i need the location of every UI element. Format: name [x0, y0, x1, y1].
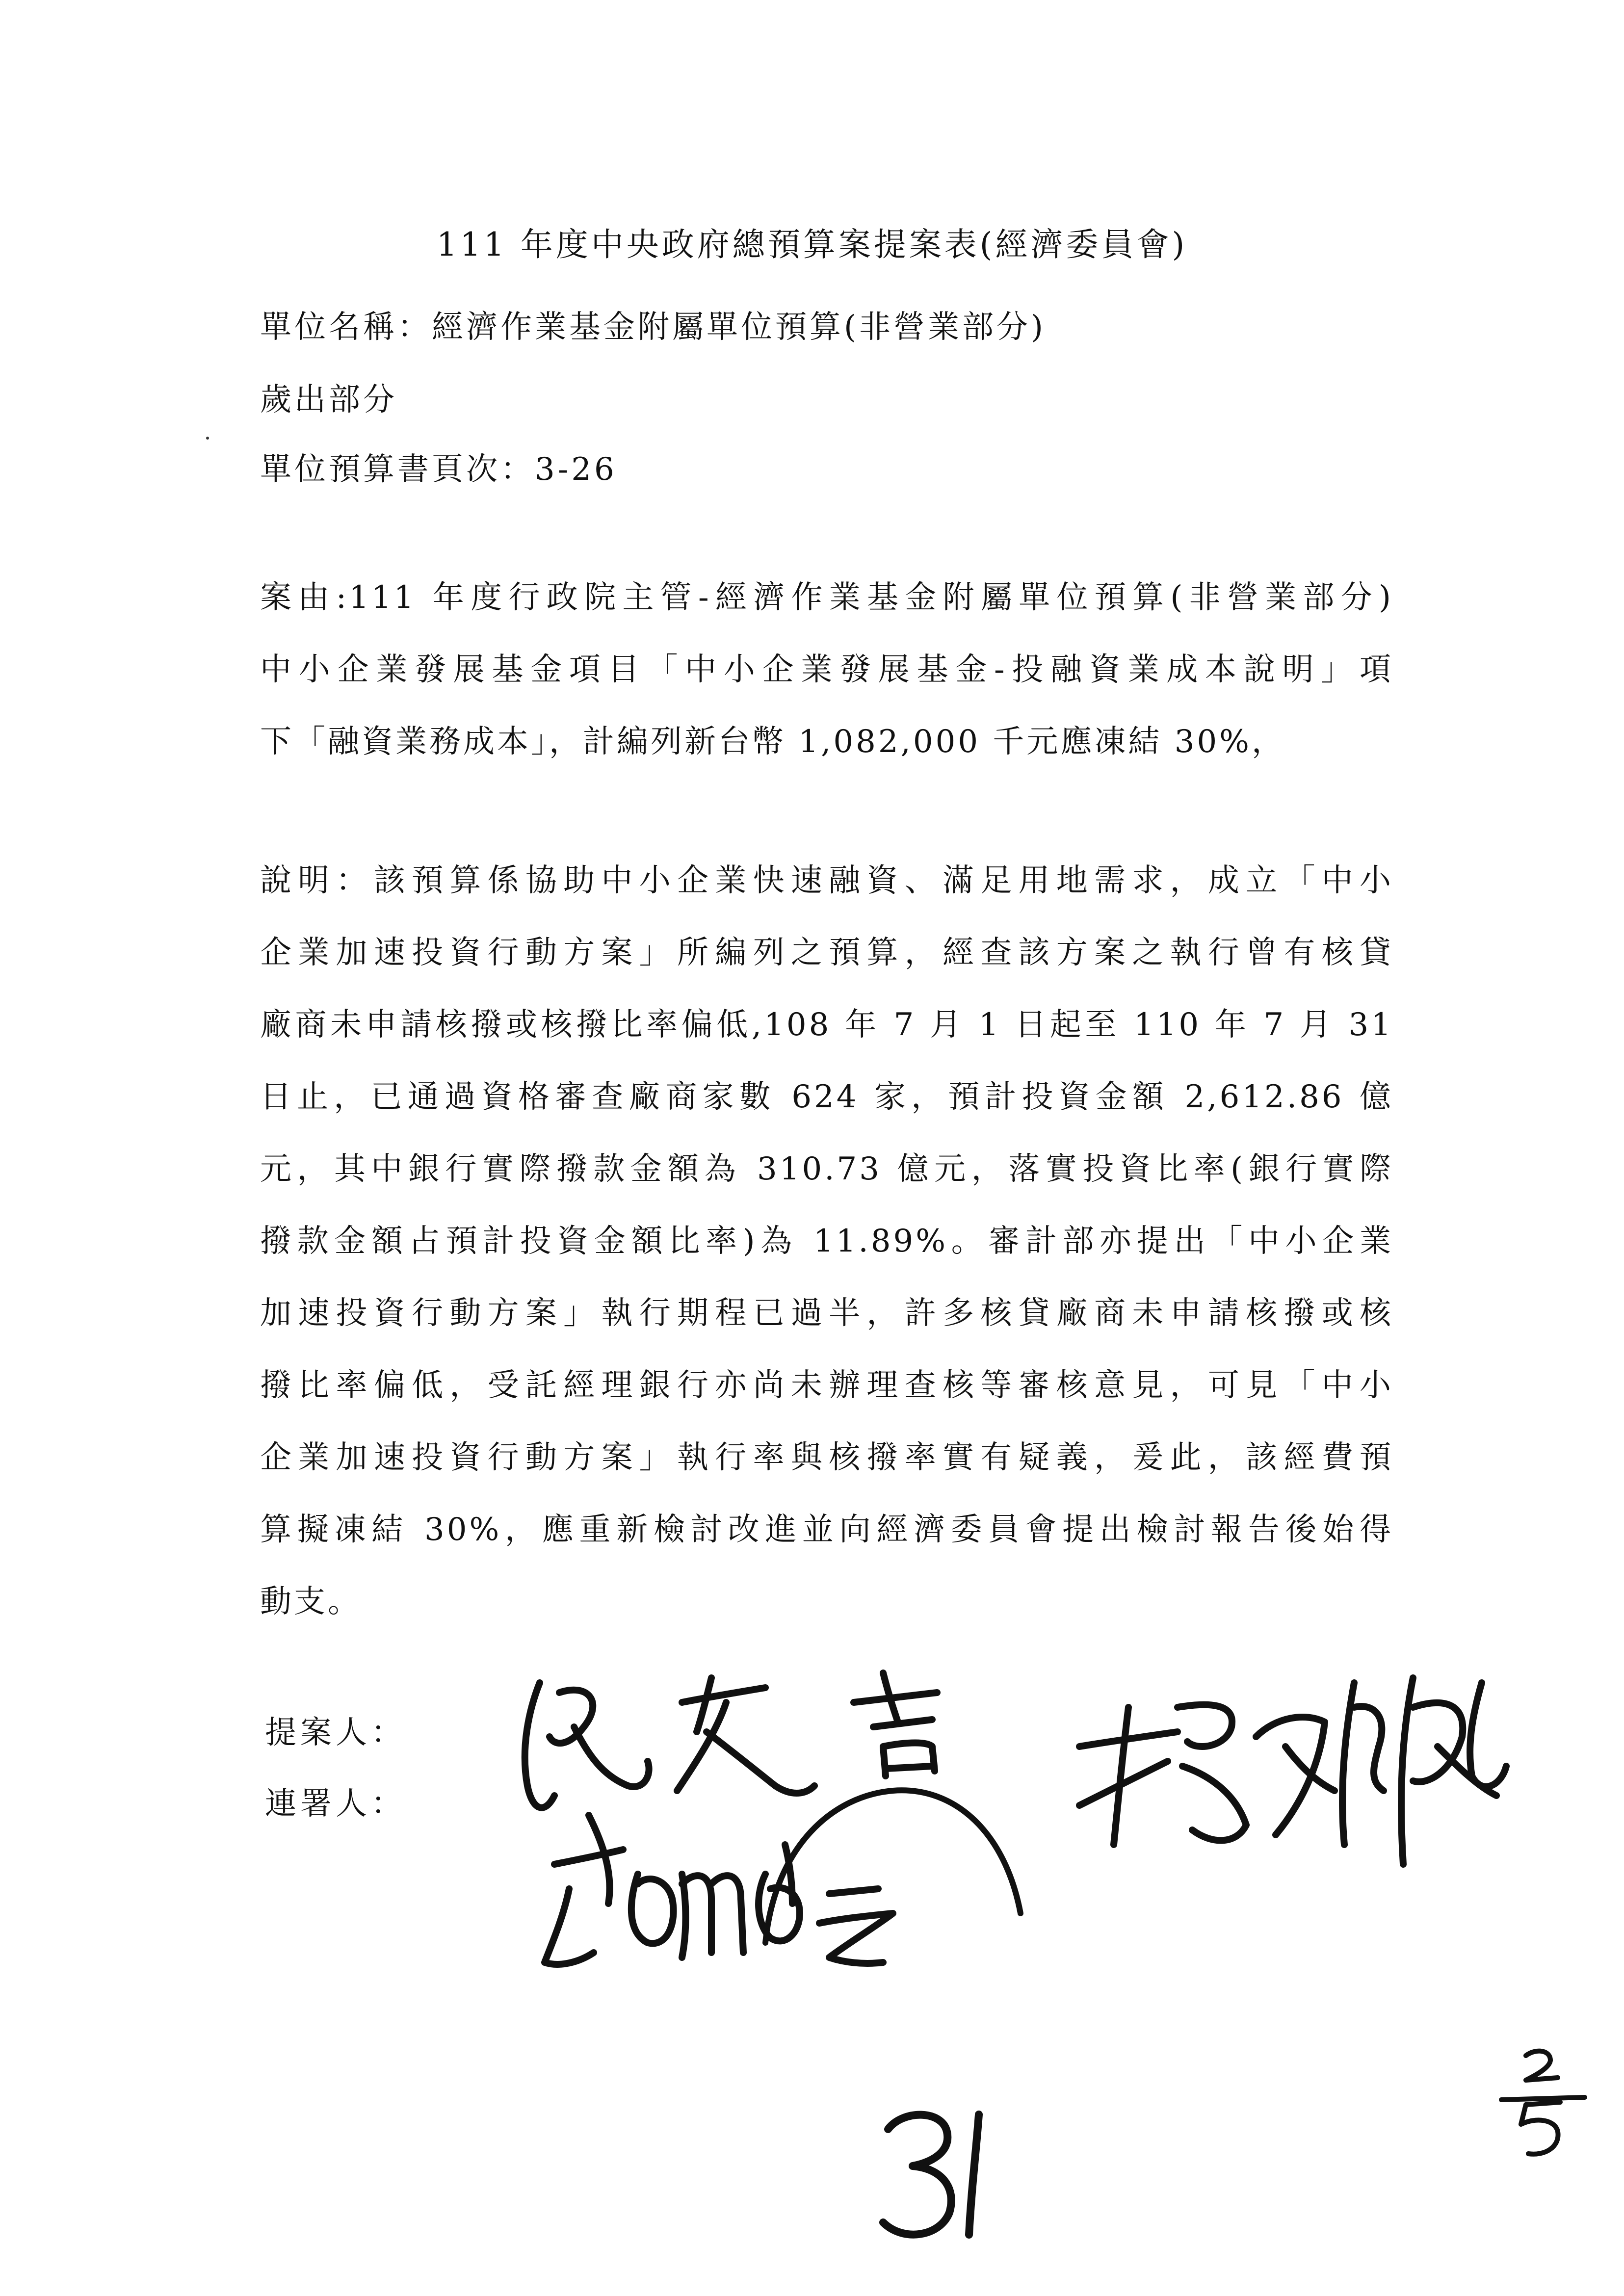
explanation-line: 元，其中銀行實際撥款金額為 310.73 億元，落實投資比率(銀行實際 [260, 1151, 1393, 1187]
case-line: 下「融資業務成本」，計編列新台幣 1,082,000 千元應凍結 30%， [260, 724, 1285, 760]
page-number-31 [883, 2114, 979, 2235]
explanation-line: 算擬凍結 30%，應重新檢討改進並向經濟委員會提出檢討報告後始得 [260, 1512, 1393, 1548]
explanation-line: 加速投資行動方案」執行期程已過半，許多核貸廠商未申請核撥或核 [260, 1295, 1393, 1331]
explanation-line: 日止，已通過資格審查廠商家數 624 家，預計投資金額 2,612.86 億 [260, 1079, 1393, 1115]
section-label: 歲出部分 [260, 382, 397, 418]
case-line: 中小企業發展基金項目「中小企業發展基金-投融資業成本說明」項 [260, 652, 1393, 688]
proposer-signature [525, 1673, 937, 1808]
explanation-line: 撥比率偏低，受託經理銀行亦尚未辦理查核等審核意見，可見「中小 [260, 1367, 1393, 1404]
budget-page-ref: 單位預算書頁次：3-26 [260, 451, 617, 488]
corner-mark [1501, 2051, 1585, 2154]
document-title: 111 年度中央政府總預算案提案表(經濟委員會) [436, 226, 1188, 263]
explanation-line: 廠商未申請核撥或核撥比率偏低,108 年 7 月 1 日起至 110 年 7 月 31 [260, 1007, 1393, 1043]
stray-dot [206, 437, 209, 440]
case-line: 案由:111 年度行政院主管-經濟作業基金附屬單位預算(非營業部分) [260, 579, 1393, 616]
signature-arc [765, 1790, 1021, 1943]
explanation-line: 動支。 [260, 1584, 362, 1620]
explanation-line: 企業加速投資行動方案」所編列之預算，經查該方案之執行曾有核貸 [260, 935, 1393, 971]
cosigner-signature-right [1079, 1678, 1506, 1864]
explanation-line: 企業加速投資行動方案」執行率與核撥率實有疑義，爰此，該經費預 [260, 1439, 1393, 1476]
cosigner-label: 連署人： [265, 1786, 406, 1822]
proposer-label: 提案人： [265, 1715, 406, 1751]
cosigner-signature-left [545, 1815, 893, 1964]
unit-name: 單位名稱：經濟作業基金附屬單位預算(非營業部分) [260, 309, 1046, 345]
explanation-line: 說明：該預算係協助中小企業快速融資、滿足用地需求，成立「中小 [260, 862, 1393, 899]
explanation-line: 撥款金額占預計投資金額比率)為 11.89%。審計部亦提出「中小企業 [260, 1223, 1393, 1259]
